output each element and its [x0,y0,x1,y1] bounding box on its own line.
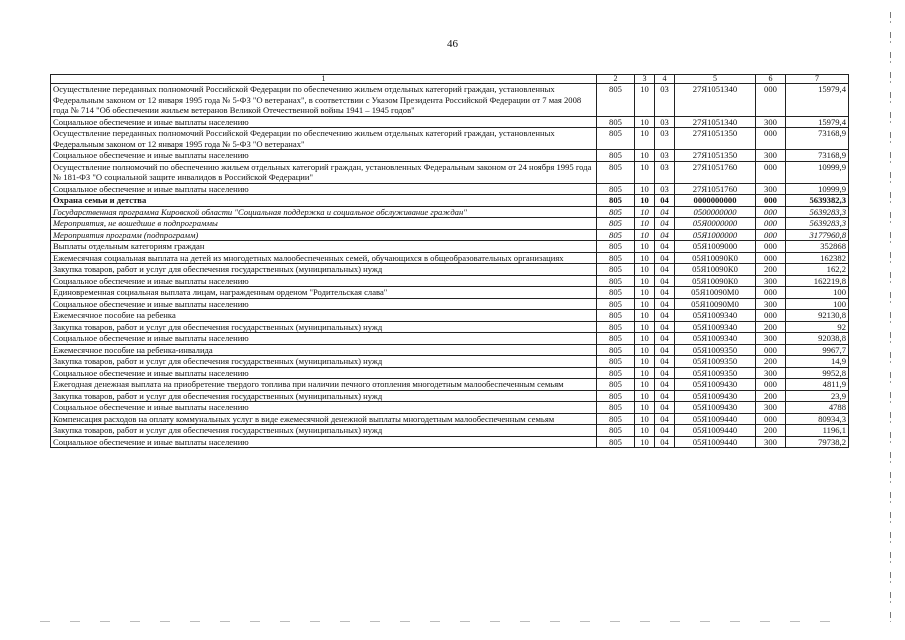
ministry-code-cell: 805 [597,84,635,117]
amount-cell: 162,2 [786,264,849,276]
amount-cell: 14,9 [786,356,849,368]
ministry-code-cell: 805 [597,183,635,195]
target-article-cell: 05Я1009350 [675,344,756,356]
amount-cell: 4788 [786,402,849,414]
target-article-cell: 05Я10090М0 [675,287,756,299]
row-name-cell: Социальное обеспечение и иные выплаты населению [51,116,597,128]
row-name-cell: Социальное обеспечение и иные выплаты населению [51,436,597,448]
section-cell: 10 [635,333,655,345]
subsection-cell: 04 [655,298,675,310]
target-article-cell: 27Я1051340 [675,84,756,117]
section-cell: 10 [635,310,655,322]
budget-table [50,74,849,448]
table-row [51,195,849,207]
section-cell: 10 [635,128,655,150]
expense-type-cell: 000 [756,84,786,117]
expense-type-cell: 300 [756,402,786,414]
target-article-cell: 27Я1051340 [675,116,756,128]
ministry-code-cell: 805 [597,264,635,276]
amount-cell: 73168,9 [786,150,849,162]
target-article-cell: 05Я1009340 [675,310,756,322]
ministry-code-cell: 805 [597,116,635,128]
header-cell: 2 [597,75,635,84]
expense-type-cell: 000 [756,252,786,264]
header-cell: 1 [51,75,597,84]
row-name-cell: Закупка товаров, работ и услуг для обеспечения государственных (муниципальных) нужд [51,264,597,276]
table-row [51,344,849,356]
row-name-cell: Закупка товаров, работ и услуг для обеспечения государственных (муниципальных) нужд [51,425,597,437]
target-article-cell: 05Я1009000 [675,241,756,253]
expense-type-cell: 300 [756,116,786,128]
row-name-cell: Ежемесячная социальная выплата на детей из многодетных малообеспеченных семей, обучающихся в общеобразовательных организациях [51,252,597,264]
ministry-code-cell: 805 [597,321,635,333]
table-row [51,84,849,117]
ministry-code-cell: 805 [597,333,635,345]
row-name-cell: Осуществление переданных полномочий Российской Федерации по обеспечению жильем отдельных категорий граждан, установленных Федеральным законом от 12 января 1995 года № 5-ФЗ "О ветеранах" [51,128,597,150]
section-cell: 10 [635,84,655,117]
target-article-cell: 05Я1009340 [675,333,756,345]
target-article-cell: 0500000000 [675,206,756,218]
section-cell: 10 [635,195,655,207]
row-name-cell: Компенсация расходов на оплату коммунальных услуг в виде ежемесячной денежной выплаты многодетным малообеспеченным семьям [51,413,597,425]
table-row [51,413,849,425]
amount-cell: 92038,8 [786,333,849,345]
target-article-cell: 05Я1009440 [675,425,756,437]
table-row [51,275,849,287]
row-name-cell: Мероприятия программ (подпрограмм) [51,229,597,241]
table-row [51,241,849,253]
table-row [51,206,849,218]
subsection-cell: 04 [655,344,675,356]
row-name-cell: Охрана семьи и детства [51,195,597,207]
expense-type-cell: 000 [756,413,786,425]
subsection-cell: 04 [655,264,675,276]
header-cell: 5 [675,75,756,84]
expense-type-cell: 000 [756,287,786,299]
expense-type-cell: 200 [756,356,786,368]
table-row [51,367,849,379]
target-article-cell: 27Я1051350 [675,128,756,150]
section-cell: 10 [635,206,655,218]
table-row [51,264,849,276]
table-row [51,310,849,322]
table-row [51,150,849,162]
target-article-cell: 05Я1009430 [675,402,756,414]
subsection-cell: 03 [655,128,675,150]
amount-cell: 3177960,8 [786,229,849,241]
table-row [51,321,849,333]
section-cell: 10 [635,390,655,402]
ministry-code-cell: 805 [597,150,635,162]
amount-cell: 100 [786,298,849,310]
ministry-code-cell: 805 [597,195,635,207]
table-row [51,356,849,368]
row-name-cell: Закупка товаров, работ и услуг для обеспечения государственных (муниципальных) нужд [51,321,597,333]
scan-edge-right [890,12,891,622]
subsection-cell: 03 [655,150,675,162]
ministry-code-cell: 805 [597,252,635,264]
expense-type-cell: 200 [756,425,786,437]
table-row [51,402,849,414]
ministry-code-cell: 805 [597,161,635,183]
amount-cell: 162219,8 [786,275,849,287]
ministry-code-cell: 805 [597,218,635,230]
section-cell: 10 [635,321,655,333]
target-article-cell: 27Я1051760 [675,183,756,195]
amount-cell: 73168,9 [786,128,849,150]
subsection-cell: 04 [655,195,675,207]
expense-type-cell: 200 [756,390,786,402]
expense-type-cell: 000 [756,218,786,230]
section-cell: 10 [635,379,655,391]
amount-cell: 9952,8 [786,367,849,379]
subsection-cell: 03 [655,116,675,128]
row-name-cell: Мероприятия, не вошедшие в подпрограммы [51,218,597,230]
amount-cell: 79738,2 [786,436,849,448]
row-name-cell: Закупка товаров, работ и услуг для обеспечения государственных (муниципальных) нужд [51,390,597,402]
subsection-cell: 04 [655,287,675,299]
row-name-cell: Закупка товаров, работ и услуг для обеспечения государственных (муниципальных) нужд [51,356,597,368]
amount-cell: 100 [786,287,849,299]
table-row [51,183,849,195]
table-row [51,229,849,241]
row-name-cell: Осуществление полномочий по обеспечению жильем отдельных категорий граждан, установленных Федеральным законом от 24 ноября 1995 года № 181-ФЗ "О социальной защите инвалидов в Российской Федерации" [51,161,597,183]
row-name-cell: Ежегодная денежная выплата на приобретение твердого топлива при наличии печного отопления многодетным малообеспеченным семьям [51,379,597,391]
row-name-cell: Социальное обеспечение и иные выплаты населению [51,275,597,287]
section-cell: 10 [635,275,655,287]
row-name-cell: Единовременная социальная выплата лицам, награжденным орденом "Родительская слава" [51,287,597,299]
expense-type-cell: 000 [756,128,786,150]
amount-cell: 5639283,3 [786,218,849,230]
section-cell: 10 [635,425,655,437]
section-cell: 10 [635,402,655,414]
subsection-cell: 04 [655,321,675,333]
target-article-cell: 05Я1009440 [675,413,756,425]
subsection-cell: 03 [655,183,675,195]
expense-type-cell: 300 [756,436,786,448]
subsection-cell: 04 [655,310,675,322]
amount-cell: 5639382,3 [786,195,849,207]
section-cell: 10 [635,161,655,183]
section-cell: 10 [635,241,655,253]
section-cell: 10 [635,367,655,379]
target-article-cell: 05Я0000000 [675,218,756,230]
expense-type-cell: 000 [756,229,786,241]
table-row [51,218,849,230]
amount-cell: 15979,4 [786,116,849,128]
section-cell: 10 [635,150,655,162]
subsection-cell: 04 [655,206,675,218]
row-name-cell: Государственная программа Кировской области "Социальная поддержка и социальное обслуживание граждан" [51,206,597,218]
subsection-cell: 04 [655,379,675,391]
section-cell: 10 [635,298,655,310]
ministry-code-cell: 805 [597,344,635,356]
amount-cell: 10999,9 [786,183,849,195]
subsection-cell: 03 [655,84,675,117]
table-row [51,390,849,402]
table-row [51,116,849,128]
row-name-cell: Социальное обеспечение и иные выплаты населению [51,333,597,345]
expense-type-cell: 300 [756,367,786,379]
target-article-cell: 05Я1009340 [675,321,756,333]
subsection-cell: 04 [655,402,675,414]
ministry-code-cell: 805 [597,413,635,425]
ministry-code-cell: 805 [597,390,635,402]
ministry-code-cell: 805 [597,206,635,218]
target-article-cell: 27Я1051760 [675,161,756,183]
ministry-code-cell: 805 [597,425,635,437]
table-row [51,425,849,437]
expense-type-cell: 000 [756,161,786,183]
subsection-cell: 04 [655,367,675,379]
expense-type-cell: 000 [756,195,786,207]
target-article-cell: 05Я1009350 [675,367,756,379]
amount-cell: 92130,8 [786,310,849,322]
section-cell: 10 [635,229,655,241]
table-row [51,436,849,448]
table-header-row [51,75,849,84]
table-row [51,333,849,345]
table-row [51,287,849,299]
section-cell: 10 [635,436,655,448]
subsection-cell: 04 [655,436,675,448]
row-name-cell: Социальное обеспечение и иные выплаты населению [51,298,597,310]
target-article-cell: 27Я1051350 [675,150,756,162]
ministry-code-cell: 805 [597,298,635,310]
expense-type-cell: 000 [756,344,786,356]
header-cell: 6 [756,75,786,84]
target-article-cell: 05Я1009440 [675,436,756,448]
expense-type-cell: 200 [756,321,786,333]
subsection-cell: 04 [655,218,675,230]
row-name-cell: Социальное обеспечение и иные выплаты населению [51,150,597,162]
amount-cell: 1196,1 [786,425,849,437]
subsection-cell: 04 [655,390,675,402]
target-article-cell: 05Я10090К0 [675,275,756,287]
ministry-code-cell: 805 [597,402,635,414]
expense-type-cell: 200 [756,264,786,276]
target-article-cell: 0000000000 [675,195,756,207]
expense-type-cell: 000 [756,379,786,391]
amount-cell: 23,9 [786,390,849,402]
amount-cell: 352868 [786,241,849,253]
target-article-cell: 05Я10090К0 [675,252,756,264]
amount-cell: 10999,9 [786,161,849,183]
amount-cell: 4811,9 [786,379,849,391]
page-number: 46 [447,38,458,50]
target-article-cell: 05Я1009430 [675,379,756,391]
header-cell: 4 [655,75,675,84]
target-article-cell: 05Я1009430 [675,390,756,402]
expense-type-cell: 300 [756,183,786,195]
row-name-cell: Ежемесячное пособие на ребенка-инвалида [51,344,597,356]
subsection-cell: 04 [655,252,675,264]
section-cell: 10 [635,264,655,276]
scan-edge-bottom [40,621,845,622]
row-name-cell: Ежемесячное пособие на ребенка [51,310,597,322]
expense-type-cell: 000 [756,310,786,322]
section-cell: 10 [635,356,655,368]
target-article-cell: 05Я1000000 [675,229,756,241]
subsection-cell: 04 [655,425,675,437]
table-row [51,252,849,264]
expense-type-cell: 000 [756,241,786,253]
target-article-cell: 05Я10090К0 [675,264,756,276]
subsection-cell: 04 [655,333,675,345]
section-cell: 10 [635,287,655,299]
amount-cell: 9967,7 [786,344,849,356]
section-cell: 10 [635,183,655,195]
row-name-cell: Социальное обеспечение и иные выплаты населению [51,367,597,379]
section-cell: 10 [635,116,655,128]
ministry-code-cell: 805 [597,356,635,368]
subsection-cell: 04 [655,356,675,368]
ministry-code-cell: 805 [597,128,635,150]
ministry-code-cell: 805 [597,229,635,241]
amount-cell: 162382 [786,252,849,264]
table-row [51,128,849,150]
expense-type-cell: 300 [756,275,786,287]
section-cell: 10 [635,252,655,264]
row-name-cell: Выплаты отдельным категориям граждан [51,241,597,253]
subsection-cell: 04 [655,229,675,241]
ministry-code-cell: 805 [597,436,635,448]
table-row [51,379,849,391]
amount-cell: 80934,3 [786,413,849,425]
expense-type-cell: 000 [756,206,786,218]
ministry-code-cell: 805 [597,379,635,391]
section-cell: 10 [635,344,655,356]
ministry-code-cell: 805 [597,367,635,379]
subsection-cell: 04 [655,413,675,425]
row-name-cell: Социальное обеспечение и иные выплаты населению [51,183,597,195]
row-name-cell: Социальное обеспечение и иные выплаты населению [51,402,597,414]
amount-cell: 92 [786,321,849,333]
ministry-code-cell: 805 [597,287,635,299]
header-cell: 7 [786,75,849,84]
ministry-code-cell: 805 [597,310,635,322]
subsection-cell: 04 [655,241,675,253]
table-row [51,298,849,310]
row-name-cell: Осуществление переданных полномочий Российской Федерации по обеспечению жильем отдельных категорий граждан, установленных Федеральным законом от 12 января 1995 года № 5-ФЗ "О ветеранах", в соответствии с Указом Президента Российской Федерации от 7 мая 2008 года № 714 "Об обеспечении жильем ветеранов Великой Отечественной войны 1941 – 1945 годов" [51,84,597,117]
section-cell: 10 [635,218,655,230]
expense-type-cell: 300 [756,298,786,310]
header-cell: 3 [635,75,655,84]
subsection-cell: 03 [655,161,675,183]
ministry-code-cell: 805 [597,275,635,287]
expense-type-cell: 300 [756,150,786,162]
target-article-cell: 05Я1009350 [675,356,756,368]
section-cell: 10 [635,413,655,425]
ministry-code-cell: 805 [597,241,635,253]
amount-cell: 15979,4 [786,84,849,117]
amount-cell: 5639283,3 [786,206,849,218]
target-article-cell: 05Я10090М0 [675,298,756,310]
subsection-cell: 04 [655,275,675,287]
expense-type-cell: 300 [756,333,786,345]
table-row [51,161,849,183]
